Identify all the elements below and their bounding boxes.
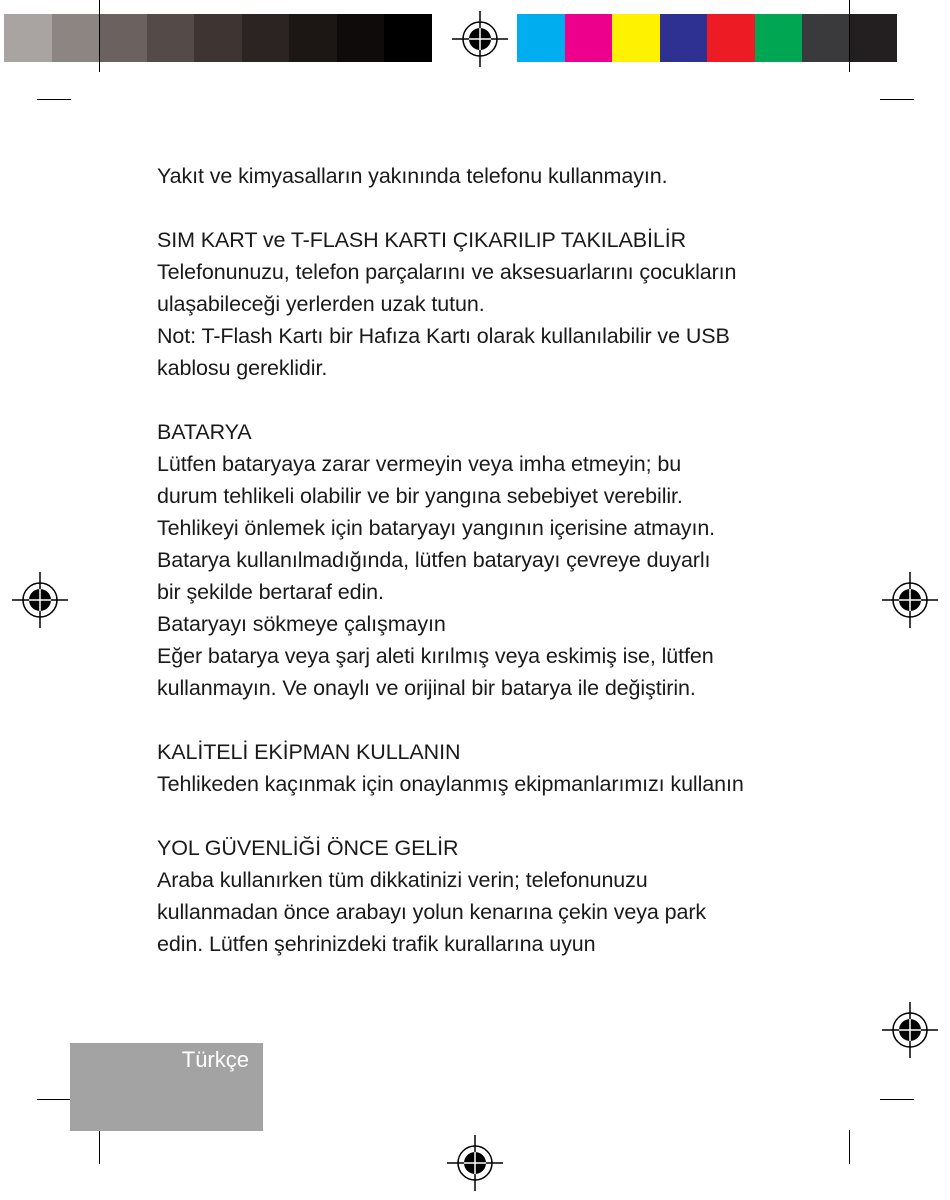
text-line: Araba kullanırken tüm dikkatinizi verin; telefonunuzu bbox=[157, 868, 648, 892]
gray-swatch-7 bbox=[289, 14, 337, 62]
language-label: Türkçe bbox=[181, 1047, 249, 1072]
crop-mark-top-right-horizontal bbox=[880, 99, 914, 100]
section-heading: YOL GÜVENLİĞİ ÖNCE GELİR bbox=[157, 836, 459, 860]
crop-mark-bottom-right-vertical bbox=[849, 1130, 850, 1164]
color-calibration-bar bbox=[517, 14, 897, 62]
paragraph-gap bbox=[157, 704, 857, 736]
gray-swatch-3 bbox=[99, 14, 147, 62]
gray-swatch-2 bbox=[52, 14, 100, 62]
text-line: kullanmayın. Ve onaylı ve orijinal bir batarya ile değiştirin. bbox=[157, 676, 696, 700]
section-heading: BATARYA bbox=[157, 420, 252, 444]
text-line: kullanmadan önce arabayı yolun kenarına çekin veya park bbox=[157, 900, 707, 924]
registration-mark-top bbox=[452, 11, 508, 67]
section-heading: SIM KART ve T-FLASH KARTI ÇIKARILIP TAKILABİLİR bbox=[157, 228, 687, 252]
registration-mark-right bbox=[882, 572, 938, 628]
text-line: Lütfen bataryaya zarar vermeyin veya imha etmeyin; bu bbox=[157, 452, 682, 476]
crop-mark-top-right-vertical bbox=[849, 0, 850, 72]
gray-swatch-4 bbox=[147, 14, 195, 62]
registration-mark-right-lower bbox=[882, 1002, 938, 1058]
gray-swatch-8 bbox=[337, 14, 385, 62]
crop-mark-top-left-vertical bbox=[99, 0, 100, 72]
text-line: Batarya kullanılmadığında, lütfen bataryayı çevreye duyarlı bbox=[157, 548, 711, 572]
text-line: Tehlikeden kaçınmak için onaylanmış ekipmanlarımızı kullanın bbox=[157, 772, 744, 796]
page-body-text bbox=[157, 160, 857, 960]
gray-swatch-9 bbox=[384, 14, 432, 62]
paragraph-gap bbox=[157, 800, 857, 832]
color-swatch-1 bbox=[517, 14, 565, 62]
gray-swatch-6 bbox=[242, 14, 290, 62]
text-line: Eğer batarya veya şarj aleti kırılmış veya eskimiş ise, lütfen bbox=[157, 644, 714, 668]
color-swatch-2 bbox=[565, 14, 613, 62]
gray-swatch-5 bbox=[194, 14, 242, 62]
text-line: Tehlikeyi önlemek için bataryayı yangının içerisine atmayın. bbox=[157, 516, 716, 540]
registration-mark-left bbox=[12, 572, 68, 628]
crop-mark-top-left-horizontal bbox=[37, 99, 71, 100]
text-line: Telefonunuzu, telefon parçalarını ve aksesuarlarını çocukların bbox=[157, 260, 737, 284]
color-swatch-4 bbox=[660, 14, 708, 62]
text-line: Not: T-Flash Kartı bir Hafıza Kartı olarak kullanılabilir ve USB bbox=[157, 324, 730, 348]
color-swatch-5 bbox=[707, 14, 755, 62]
paragraph-gap bbox=[157, 384, 857, 416]
crop-mark-bottom-left-vertical bbox=[99, 1130, 100, 1164]
paragraph-gap bbox=[157, 192, 857, 224]
gray-swatch-1 bbox=[4, 14, 52, 62]
text-line: durum tehlikeli olabilir ve bir yangına sebebiyet verebilir. bbox=[157, 484, 683, 508]
color-swatch-6 bbox=[755, 14, 803, 62]
registration-mark-bottom bbox=[447, 1135, 503, 1191]
text-line: Yakıt ve kimyasalların yakınında telefonu kullanmayın. bbox=[157, 164, 668, 188]
section-heading: KALİTELİ EKİPMAN KULLANIN bbox=[157, 740, 461, 764]
text-line: Bataryayı sökmeye çalışmayın bbox=[157, 612, 446, 636]
crop-mark-bottom-left-horizontal bbox=[37, 1099, 71, 1100]
text-line: kablosu gereklidir. bbox=[157, 356, 328, 380]
color-swatch-8 bbox=[850, 14, 898, 62]
color-swatch-7 bbox=[802, 14, 850, 62]
text-line: ulaşabileceği yerlerden uzak tutun. bbox=[157, 292, 485, 316]
grayscale-calibration-bar bbox=[4, 14, 432, 62]
crop-mark-bottom-right-horizontal bbox=[880, 1099, 914, 1100]
text-line: bir şekilde bertaraf edin. bbox=[157, 580, 384, 604]
color-swatch-3 bbox=[612, 14, 660, 62]
language-tab bbox=[70, 1043, 263, 1131]
text-line: edin. Lütfen şehrinizdeki trafik kurallarına uyun bbox=[157, 932, 596, 956]
